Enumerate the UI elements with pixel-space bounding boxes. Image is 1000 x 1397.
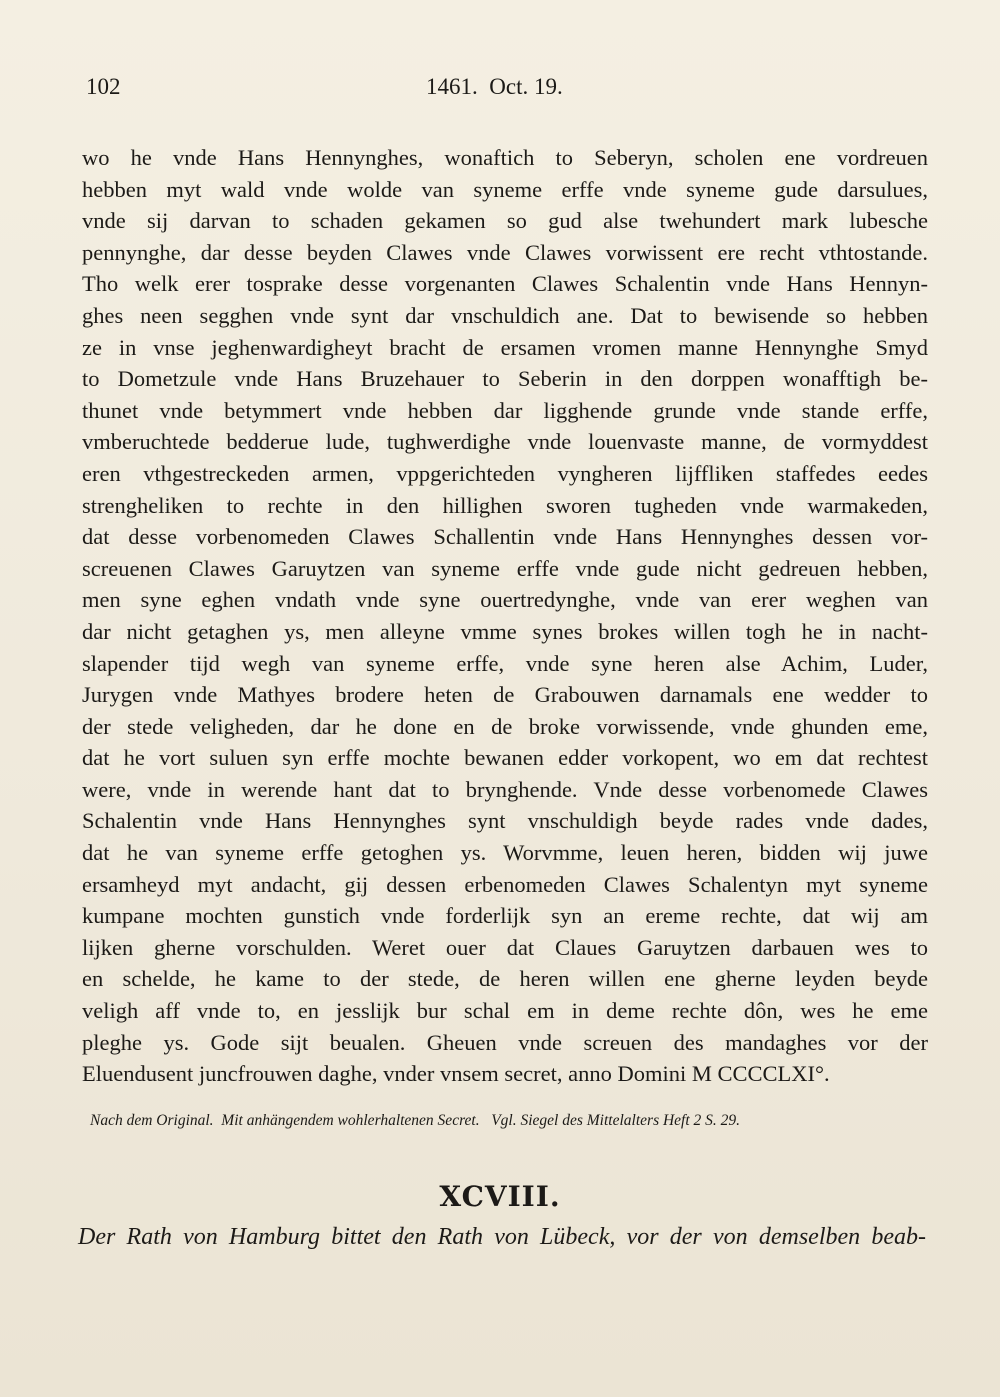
text-line: men syne eghen vndath vnde syne ouertredynghe, vnde van erer weghen van — [82, 587, 928, 613]
text-line: Eluendusent juncfrouwen daghe, vnder vnsem secret, anno Domini M CCCCLXI°. — [82, 1061, 830, 1087]
text-line: Schalentin vnde Hans Hennynghes synt vnschuldigh beyde rades vnde dades, — [82, 808, 928, 834]
text-line: Jurygen vnde Mathyes brodere heten de Grabouwen darnamals ene wedder to — [82, 682, 928, 708]
text-line: dat he van syneme erffe getoghen ys. Worvmme, leuen heren, bidden wij juwe — [82, 840, 928, 866]
text-line: ghes neen segghen vnde synt dar vnschuldich ane. Dat to bewisende so hebben — [82, 302, 928, 328]
text-line: slapender tijd wegh van syneme erffe, vnde syne heren alse Achim, Luder, — [82, 650, 928, 676]
page-header — [86, 74, 926, 110]
text-line: Tho welk erer tosprake desse vorgenanten Clawes Schalentin vnde Hans Hennyn- — [82, 271, 928, 297]
text-line: kumpane mochten gunstich vnde forderlijk syn an ereme rechte, dat wij am — [82, 903, 928, 929]
text-line: dat he vort suluen syn erffe mochte bewanen edder vorkopent, wo em dat rechtest — [82, 745, 928, 771]
text-line: thunet vnde betymmert vnde hebben dar ligghende grunde vnde stande erffe, — [82, 397, 928, 423]
text-line: vnde sij darvan to schaden gekamen so gud alse twehundert mark lubesche — [82, 208, 928, 234]
text-line: eren vthgestreckeden armen, vppgerichteden vyngheren lijffliken staffedes eedes — [82, 460, 928, 486]
text-line: vmberuchtede bedderue lude, tughwerdighe vnde louenvaste manne, de vormyddest — [82, 429, 928, 455]
text-line: en schelde, he kame to der stede, de heren willen ene gherne leyden beyde — [82, 966, 928, 992]
text-line: pennynghe, dar desse beyden Clawes vnde Clawes vorwissent ere recht vthtostande. — [82, 239, 928, 265]
text-line: hebben myt wald vnde wolde van syneme erffe vnde syneme gude darsulues, — [82, 176, 928, 202]
text-line: veligh aff vnde to, en jesslijk bur schal em in deme rechte dôn, wes he eme — [82, 998, 928, 1024]
letter-body — [82, 142, 928, 1090]
text-line: der stede veligheden, dar he done en de broke vorwissende, vnde ghunden eme, — [82, 713, 928, 739]
text-line: pleghe ys. Gode sijt beualen. Gheuen vnde screuen des mandaghes vor der — [82, 1029, 928, 1055]
text-line: to Dometzule vnde Hans Bruzehauer to Seberin in den dorppen wonafftigh be- — [82, 366, 928, 392]
document-number: XCVIII. — [439, 1180, 561, 1213]
text-line: were, vnde in werende hant dat to brynghende. Vnde desse vorbenomede Clawes — [82, 776, 928, 802]
source-note: Nach dem Original. Mit anhängendem wohlerhaltenen Secret. Vgl. Siegel des Mittelalters Heft 2 S. 29. — [90, 1112, 741, 1129]
document-summary: Der Rath von Hamburg bittet den Rath von Lübeck, vor der von demselben beab- — [78, 1224, 926, 1250]
text-line: dat desse vorbenomeden Clawes Schallentin vnde Hans Hennynghes dessen vor- — [82, 524, 928, 550]
text-line: wo he vnde Hans Hennynghes, wonaftich to Seberyn, scholen ene vordreuen — [82, 145, 928, 170]
text-line: lijken gherne vorschulden. Weret ouer dat Claues Garuytzen darbauen wes to — [82, 934, 928, 960]
header-date: 1461. Oct. 19. — [426, 74, 563, 99]
text-line: ze in vnse jeghenwardigheyt bracht de ersamen vromen manne Hennynghe Smyd — [82, 334, 928, 360]
text-line: screuenen Clawes Garuytzen van syneme erffe vnde gude nicht gedreuen hebben, — [82, 555, 928, 581]
text-line: ersamheyd myt andacht, gij dessen erbenomeden Clawes Schalentyn myt syneme — [82, 871, 928, 897]
text-line: strengheliken to rechte in den hillighen sworen tugheden vnde warmakeden, — [82, 492, 928, 518]
text-line: dar nicht getaghen ys, men alleyne vmme synes brokes willen togh he in nacht- — [82, 618, 928, 644]
page-number: 102 — [86, 74, 121, 99]
